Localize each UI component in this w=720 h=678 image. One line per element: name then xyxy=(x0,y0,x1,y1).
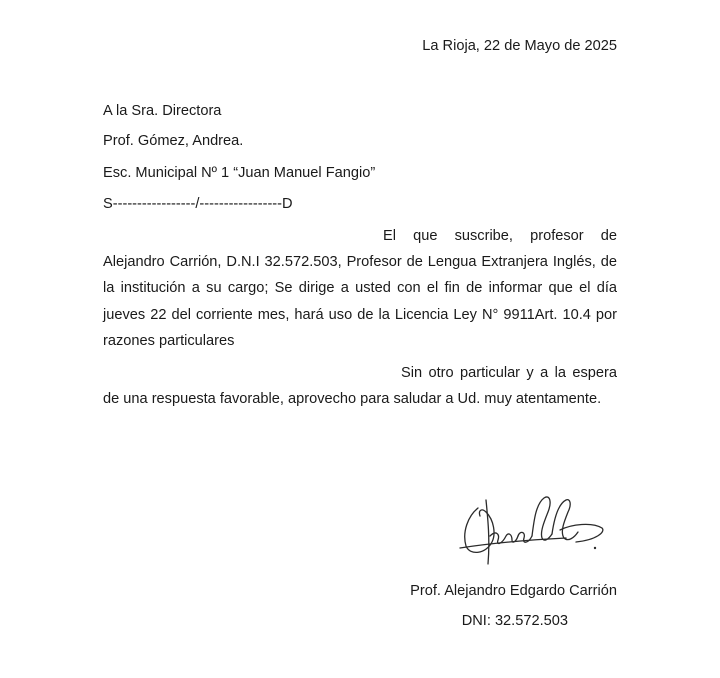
recipient-title: A la Sra. Directora xyxy=(103,103,222,119)
handwritten-signature-icon xyxy=(456,490,606,570)
recipient-name: Prof. Gómez, Andrea. xyxy=(103,133,244,149)
recipient-school: Esc. Municipal Nº 1 “Juan Manuel Fangio” xyxy=(103,165,376,181)
signatory-name: Prof. Alejandro Edgardo Carrión xyxy=(410,583,617,599)
body-paragraph-request: El que suscribe, profesor de Alejandro Carrión, D.N.I 32.572.503, Profesor de Lengua Extranjera Inglés, de la institución a su cargo; Se dirige a usted con el fin de informar que el día jueves 22 del corriente mes, hará uso de la Licencia Ley N° 9911Art. 10.4 por razones particulares xyxy=(103,228,617,349)
recipient-salutation: S-----------------/-----------------D xyxy=(103,196,293,212)
body-paragraph-closing: Sin otro particular y a la espera de una respuesta favorable, aprovecho para saludar a Ud. muy atentamente. xyxy=(103,365,617,408)
signatory-dni: DNI: 32.572.503 xyxy=(461,613,568,629)
letter-date: La Rioja, 22 de Mayo de 2025 xyxy=(422,38,617,54)
